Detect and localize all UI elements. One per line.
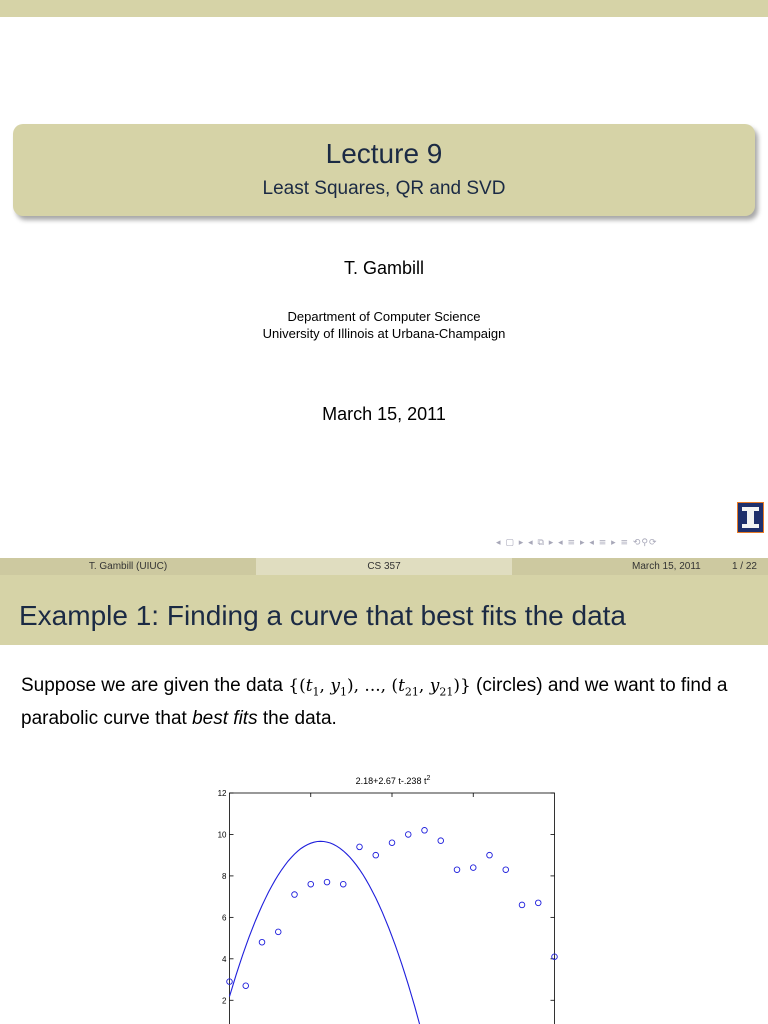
data-point (487, 852, 493, 858)
lecture-title: Lecture 9 (325, 138, 443, 169)
footer-author: T. Gambill (UIUC) (0, 558, 256, 575)
data-point (438, 838, 444, 844)
chart-plot-frame (230, 793, 555, 1024)
data-point (422, 828, 428, 834)
y-tick-label: 8 (222, 871, 227, 881)
y-tick-label: 6 (222, 913, 227, 923)
y-tick-label: 10 (217, 830, 227, 840)
author-name: T. Gambill (343, 258, 424, 278)
lecture-subtitle: Least Squares, QR and SVD (262, 178, 506, 199)
data-point (454, 867, 460, 873)
chart-title: 2.18+2.67 t-.238 $t^2$ (355, 775, 431, 786)
data-point (324, 879, 330, 885)
data-point (259, 939, 265, 945)
data-point (389, 840, 395, 846)
university-logo (737, 502, 764, 533)
y-axis (218, 789, 555, 1005)
data-point (535, 900, 541, 906)
y-tick-label: 4 (222, 954, 227, 964)
data-point (503, 867, 509, 873)
data-point (373, 852, 379, 858)
data-points (227, 828, 558, 989)
top-header-band (0, 0, 768, 17)
slide-footer (0, 558, 768, 575)
parabola-fit-chart (200, 768, 580, 1024)
data-point (340, 881, 346, 887)
paragraph-text-start: Suppose we are given the data (21, 675, 289, 696)
data-point (357, 844, 363, 850)
slide2-paragraph (21, 672, 751, 732)
data-point (519, 902, 525, 908)
footer-right (512, 558, 768, 575)
footer-date: March 15, 2011 (632, 561, 701, 572)
data-point (308, 881, 314, 887)
paragraph-text-middle: (circles) and we want to find a parabolic curve that (21, 675, 728, 730)
data-point (275, 929, 281, 935)
y-tick-label: 2 (222, 996, 227, 1006)
y-tick-label: 12 (217, 789, 227, 798)
footer-page-number: 1 / 22 (731, 561, 757, 572)
data-point (405, 832, 411, 838)
data-point (243, 983, 249, 989)
paragraph-text-end: the data. (257, 708, 337, 730)
data-set-formula: {($t_1$, $y_1$), ..., ($t_{21}$, $y_{21}$)} (288, 676, 471, 699)
institution-university: University of Illinois at Urbana-Champaign (262, 326, 506, 341)
lecture-date: March 15, 2011 (322, 404, 446, 424)
footer-course: CS 357 (256, 558, 512, 575)
fit-curve (230, 841, 555, 1024)
data-point (292, 892, 298, 898)
institution-department: Department of Computer Science (287, 309, 481, 324)
paragraph-emphasis: best fits (192, 708, 258, 730)
beamer-navigation-controls[interactable]: ◂ ▢ ▸ ◂ ⧉ ▸ ◂ ≡ ▸ ◂ ≡ ▸ ≡ ⟲⚲⟳ (496, 538, 658, 548)
data-point (470, 865, 476, 871)
title-box (13, 124, 755, 216)
slide2-title: Example 1: Finding a curve that best fits the data (19, 600, 627, 631)
